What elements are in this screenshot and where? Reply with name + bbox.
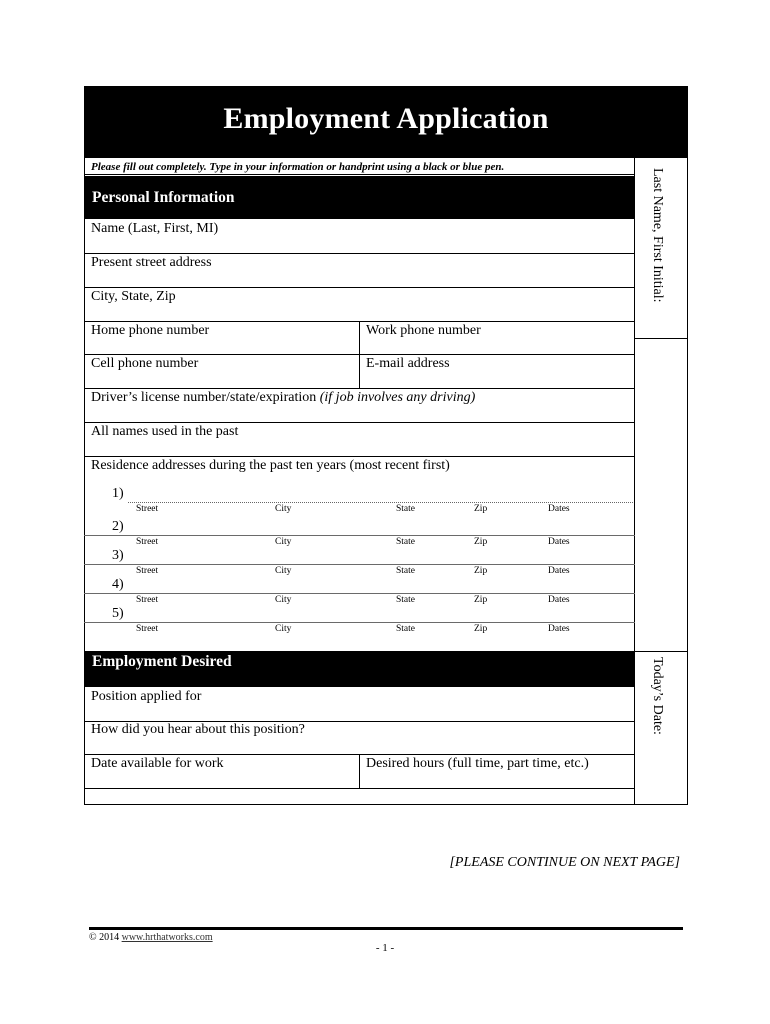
row-divider	[84, 788, 635, 789]
zip-sublabel: Zip	[474, 595, 488, 605]
row-divider	[84, 535, 635, 536]
city-sublabel: City	[275, 504, 292, 514]
street-sublabel: Street	[136, 595, 159, 605]
website-link[interactable]: www.hrthatworks.com	[121, 932, 213, 943]
street-sublabel: Street	[136, 504, 159, 514]
dates-sublabel: Dates	[548, 504, 570, 514]
home-phone-field[interactable]: Home phone number	[91, 323, 210, 338]
page-title: Employment Application	[223, 102, 549, 135]
section-title: Personal Information	[92, 189, 235, 206]
how-heard-field[interactable]: How did you hear about this position?	[91, 722, 305, 737]
zip-sublabel: Zip	[474, 504, 488, 514]
copyright-prefix: © 2014	[89, 932, 120, 943]
todays-date-label: Today’s Date:	[650, 657, 665, 735]
side-column-divider	[634, 158, 635, 805]
row-divider	[84, 456, 635, 457]
residence-number: 3)	[112, 548, 124, 563]
city-sublabel: City	[275, 537, 292, 547]
drivers-license-note: (if job involves any driving)	[319, 390, 476, 405]
column-divider	[359, 754, 360, 788]
row-divider	[84, 422, 635, 423]
state-sublabel: State	[396, 537, 415, 547]
residence-line[interactable]	[128, 502, 633, 503]
date-available-field[interactable]: Date available for work	[91, 756, 224, 771]
city-sublabel: City	[275, 566, 292, 576]
side-column-separator	[634, 651, 688, 652]
continue-note: [PLEASE CONTINUE ON NEXT PAGE]	[449, 855, 680, 870]
state-sublabel: State	[396, 595, 415, 605]
employment-desired-header	[84, 651, 635, 687]
row-divider	[84, 622, 635, 623]
row-divider	[84, 564, 635, 565]
section-title: Employment Desired	[92, 653, 232, 670]
state-sublabel: State	[396, 624, 415, 634]
title-band	[84, 86, 688, 158]
dates-sublabel: Dates	[548, 595, 570, 605]
row-divider	[84, 253, 635, 254]
zip-sublabel: Zip	[474, 537, 488, 547]
drivers-license-field[interactable]	[91, 390, 475, 406]
cell-phone-field[interactable]: Cell phone number	[91, 356, 199, 371]
residence-number: 4)	[112, 577, 124, 592]
name-field[interactable]: Name (Last, First, MI)	[91, 221, 219, 236]
zip-sublabel: Zip	[474, 566, 488, 576]
row-divider	[84, 354, 635, 355]
city-state-zip-field[interactable]: City, State, Zip	[91, 289, 176, 304]
street-sublabel: Street	[136, 624, 159, 634]
side-column-separator	[634, 338, 688, 339]
state-sublabel: State	[396, 504, 415, 514]
email-field[interactable]: E-mail address	[366, 356, 450, 371]
residences-label: Residence addresses during the past ten years (most recent first)	[91, 458, 450, 473]
position-field[interactable]: Position applied for	[91, 689, 202, 704]
row-divider	[84, 593, 635, 594]
row-divider	[84, 388, 635, 389]
instructions-rule	[84, 174, 635, 175]
drivers-license-label: Driver’s license number/state/expiration	[91, 390, 317, 405]
street-sublabel: Street	[136, 537, 159, 547]
dates-sublabel: Dates	[548, 566, 570, 576]
personal-information-header	[84, 176, 635, 219]
city-sublabel: City	[275, 595, 292, 605]
past-names-field[interactable]: All names used in the past	[91, 424, 239, 439]
work-phone-field[interactable]: Work phone number	[366, 323, 481, 338]
residence-number: 1)	[112, 486, 124, 501]
residence-number: 5)	[112, 606, 124, 621]
city-sublabel: City	[275, 624, 292, 634]
footer-rule	[89, 927, 683, 930]
row-divider	[84, 287, 635, 288]
street-sublabel: Street	[136, 566, 159, 576]
zip-sublabel: Zip	[474, 624, 488, 634]
residence-number: 2)	[112, 519, 124, 534]
last-name-initial-label: Last Name, First Initial:	[650, 168, 665, 303]
instructions-text: Please fill out completely. Type in your information or handprint using a black or blue pen.	[91, 161, 505, 173]
desired-hours-field[interactable]: Desired hours (full time, part time, etc.)	[366, 756, 589, 771]
page-number: - 1 -	[375, 942, 395, 954]
dates-sublabel: Dates	[548, 537, 570, 547]
street-address-field[interactable]: Present street address	[91, 255, 212, 270]
state-sublabel: State	[396, 566, 415, 576]
dates-sublabel: Dates	[548, 624, 570, 634]
